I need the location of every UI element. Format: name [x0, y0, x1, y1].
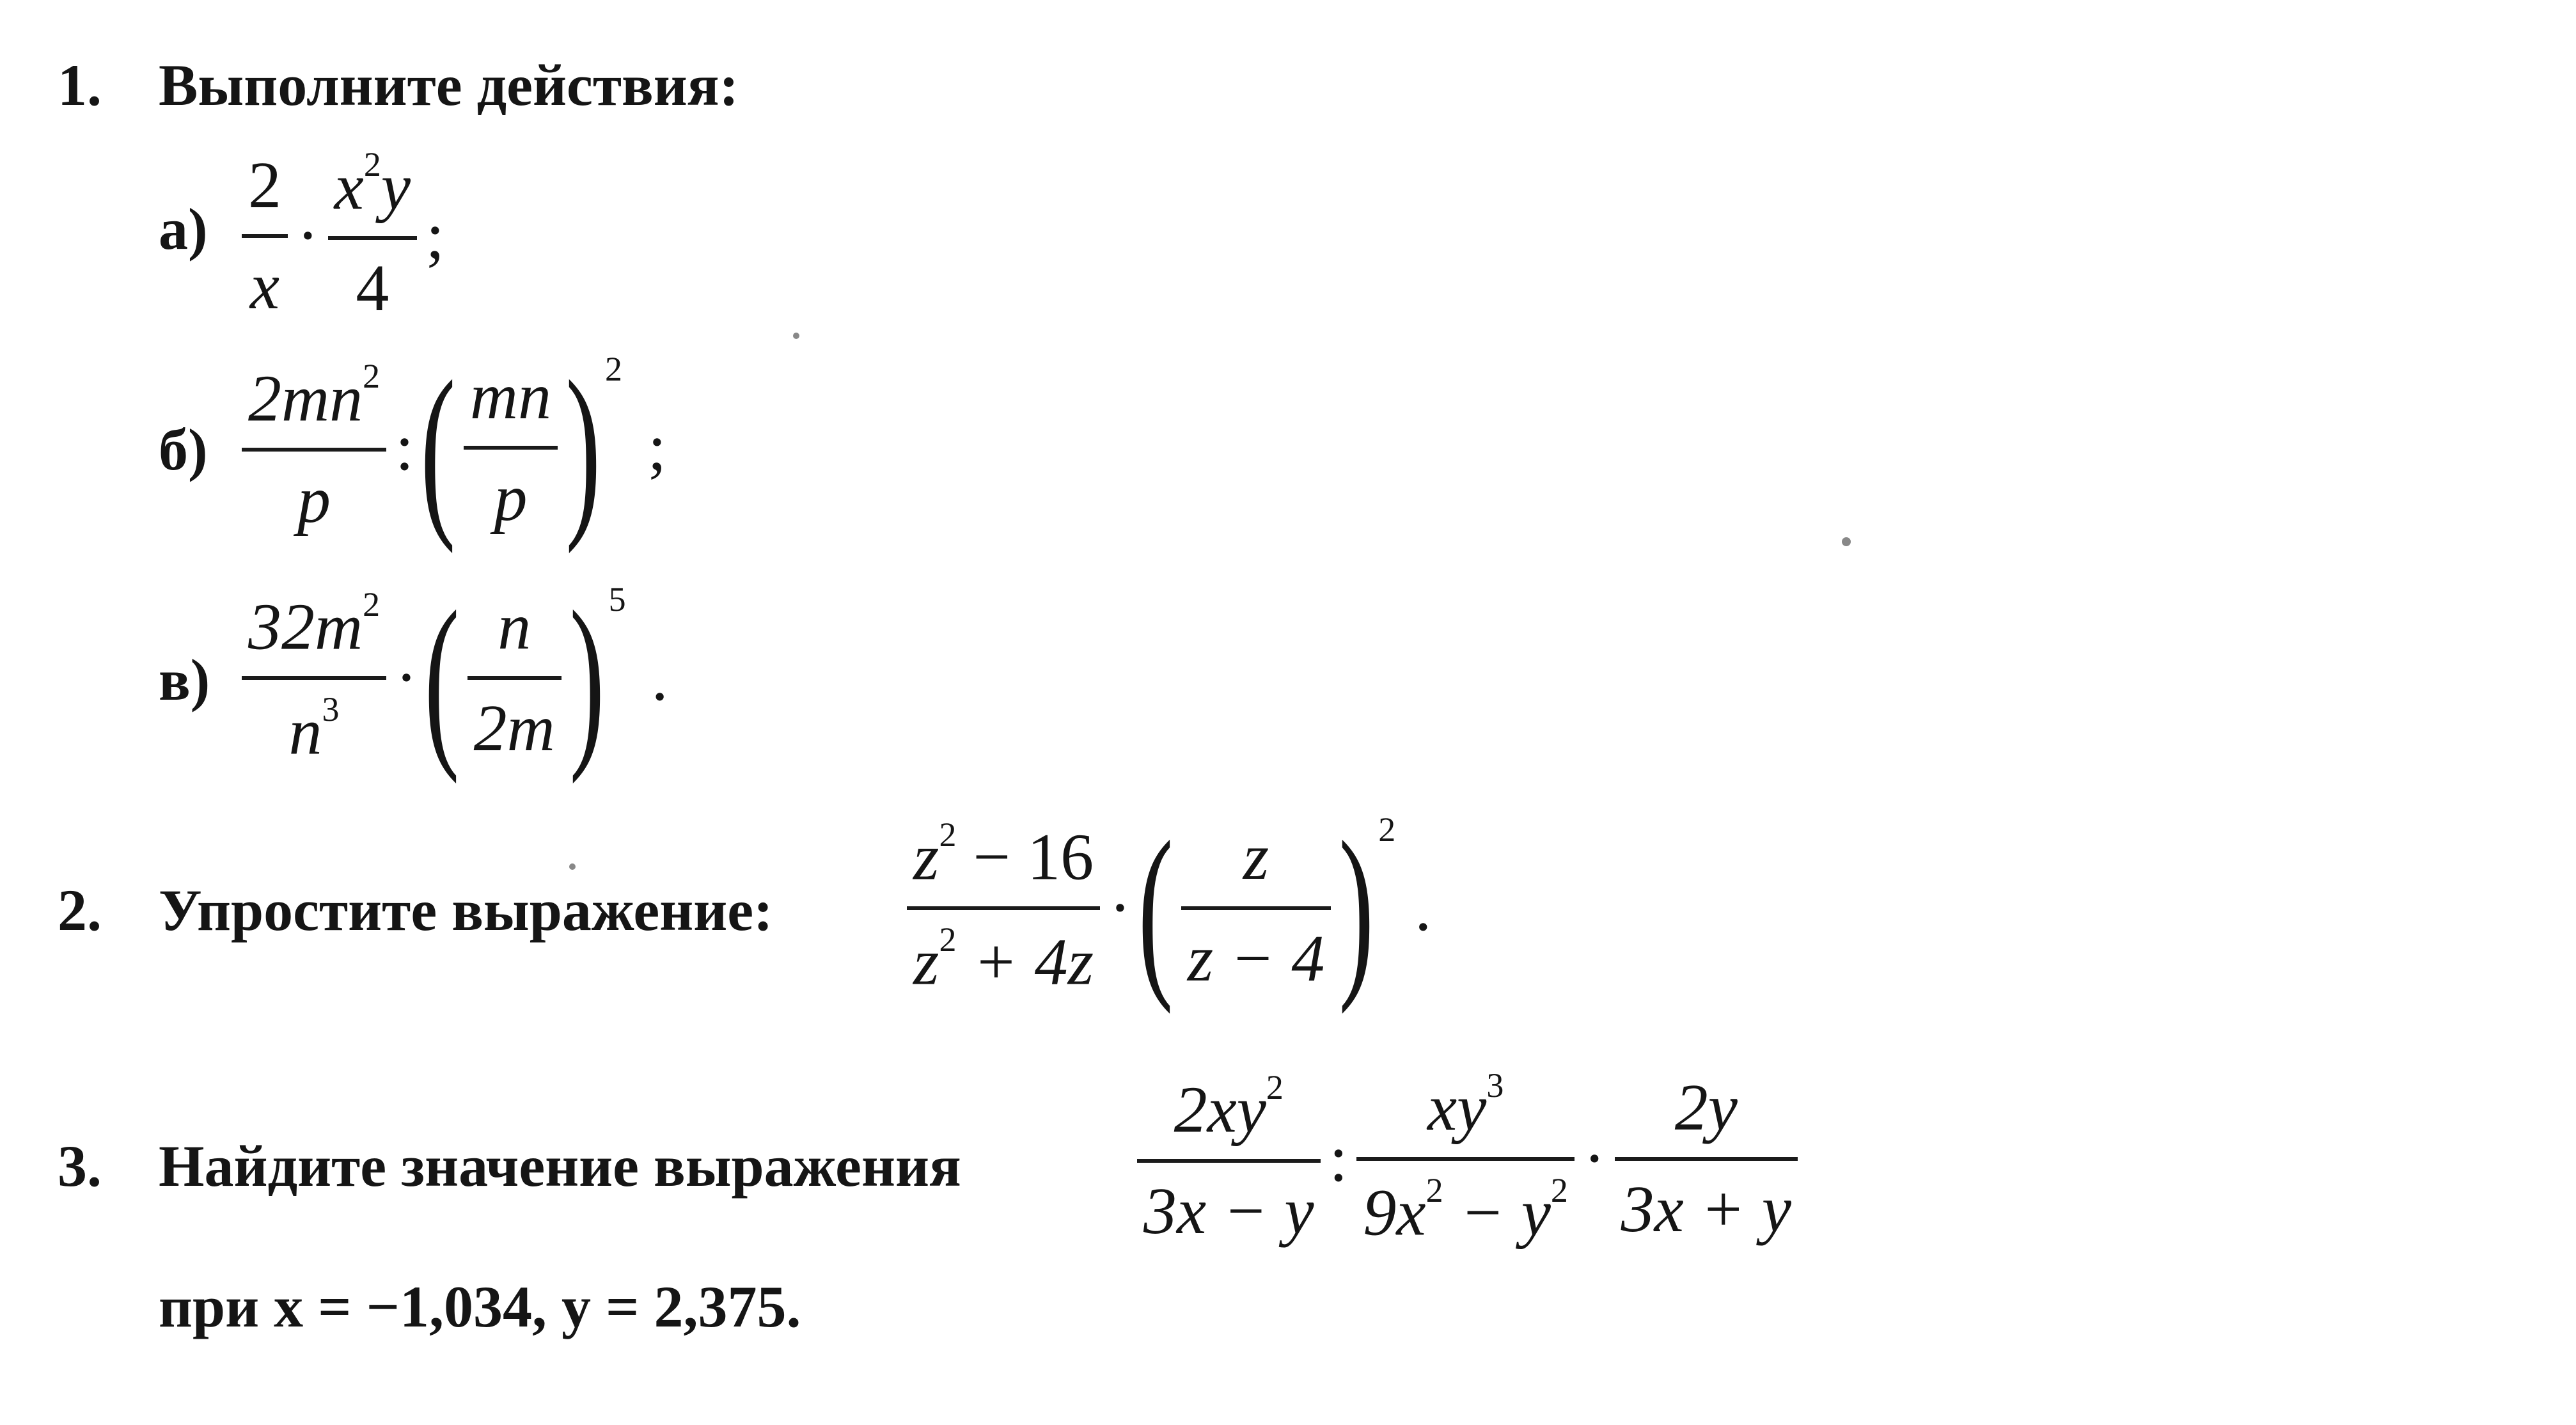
- right-paren: ): [1339, 802, 1374, 1014]
- numerator: 2: [242, 146, 288, 239]
- problem-3-condition: при x = −1,034, y = 2,375.: [159, 1274, 801, 1339]
- numerator: 2y: [1615, 1068, 1798, 1161]
- power: 2: [1378, 810, 1396, 849]
- fraction: [464, 357, 558, 539]
- fraction: [907, 814, 1100, 1002]
- numerator: $32m^2$: [242, 584, 386, 680]
- denominator: 4: [356, 251, 389, 326]
- denominator: p: [297, 462, 331, 537]
- denominator: 3x + y: [1621, 1172, 1792, 1247]
- numerator: $xy^3$: [1356, 1065, 1575, 1161]
- scan-speck: [1842, 537, 1851, 546]
- item-a-label: а): [159, 196, 208, 262]
- multiply-operator: ·: [1583, 1122, 1606, 1196]
- item-c-label: в): [159, 647, 210, 712]
- problem-1-number: 1.: [58, 52, 102, 118]
- fraction: [1615, 1068, 1798, 1250]
- numerator: $x^2y$: [328, 144, 417, 240]
- item-c-expression: [237, 572, 672, 784]
- problem-3-text: Найдите значение выражения: [159, 1133, 961, 1199]
- denominator: $9x^2 - y^2$: [1363, 1171, 1568, 1250]
- multiply-operator: ·: [297, 199, 319, 273]
- numerator: z: [1181, 817, 1331, 910]
- item-b-label: б): [159, 417, 208, 482]
- scan-speck: [793, 333, 799, 339]
- problem-2-text: Упростите выражение:: [159, 878, 773, 943]
- fraction: [328, 144, 417, 329]
- problem-2-number: 2.: [58, 878, 102, 943]
- denominator: p: [494, 461, 528, 535]
- item-b-end: ;: [647, 411, 666, 484]
- numerator: mn: [464, 357, 558, 450]
- fraction: [1356, 1065, 1575, 1253]
- denominator: $n^3$: [288, 690, 340, 769]
- denominator: x: [249, 249, 280, 324]
- numerator: n: [467, 587, 562, 680]
- scan-speck: [569, 863, 576, 870]
- problem-2-expression: [902, 802, 1435, 1014]
- item-a-end: ;: [425, 199, 444, 273]
- denominator: $z^2 + 4z$: [913, 920, 1094, 999]
- divide-operator: :: [1329, 1122, 1348, 1196]
- denominator: z − 4: [1187, 922, 1325, 995]
- problem-2-end: .: [1415, 871, 1432, 945]
- fraction: [1181, 817, 1331, 999]
- fraction: [242, 356, 386, 540]
- problem-3-number: 3.: [58, 1133, 102, 1199]
- multiply-operator: ·: [1109, 871, 1131, 945]
- fraction: [1137, 1067, 1321, 1252]
- left-paren: (: [424, 572, 460, 784]
- fraction: [467, 587, 562, 769]
- problem-1-text: Выполните действия:: [159, 52, 739, 118]
- left-paren: (: [420, 342, 456, 554]
- item-a-expression: [237, 144, 448, 329]
- fraction: [242, 584, 386, 772]
- denominator: 3x − y: [1143, 1174, 1314, 1248]
- multiply-operator: ·: [395, 641, 418, 714]
- item-b-expression: [237, 342, 670, 554]
- fraction: [242, 146, 288, 327]
- item-c-end: .: [651, 641, 668, 714]
- power: 2: [604, 350, 622, 388]
- problem-3-expression: [1132, 1065, 1803, 1253]
- divide-operator: :: [395, 411, 414, 484]
- right-paren: ): [565, 342, 601, 554]
- power: 5: [608, 580, 626, 618]
- right-paren: ): [569, 572, 605, 784]
- numerator: $2xy^2$: [1137, 1067, 1321, 1163]
- left-paren: (: [1138, 802, 1174, 1014]
- denominator: 2m: [473, 691, 555, 765]
- numerator: $2mn^2$: [242, 356, 386, 452]
- numerator: $z^2 - 16$: [907, 814, 1100, 910]
